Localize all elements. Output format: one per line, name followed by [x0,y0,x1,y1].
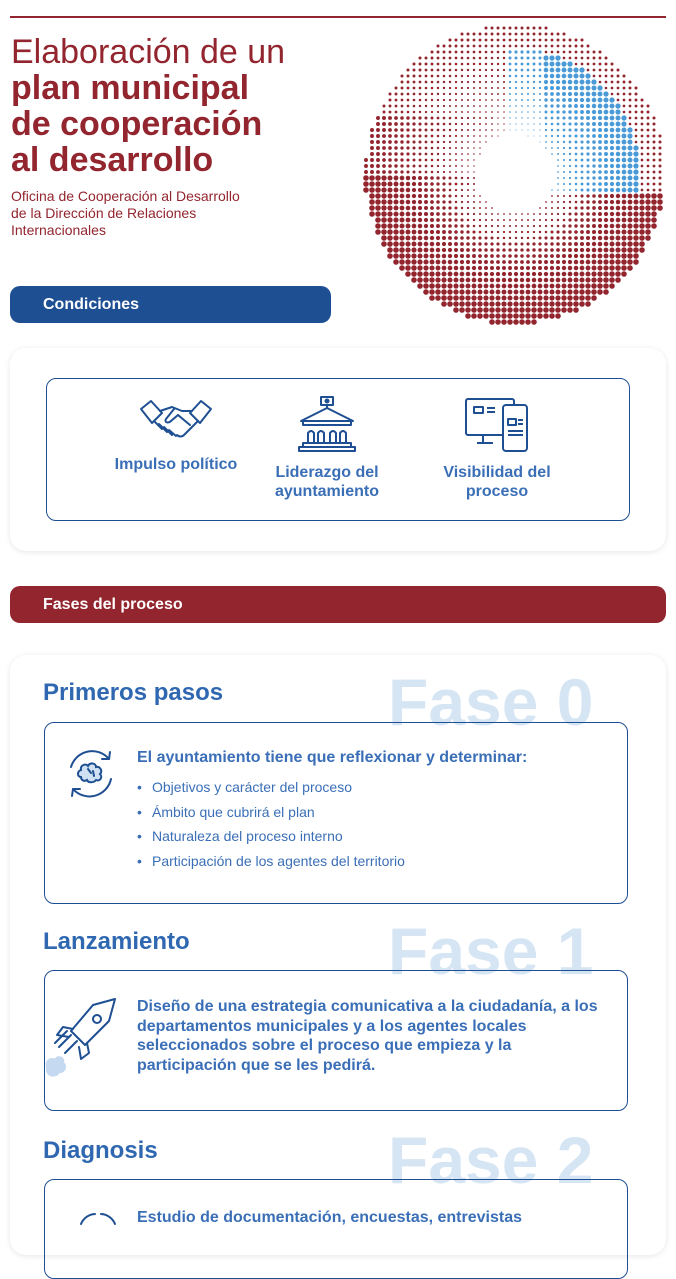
town-hall-icon [296,395,358,455]
list-item: • Ámbito que cubrirá el plan [137,800,405,825]
section-phases-header: Fases del proceso [10,586,666,623]
phase-2-title: Diagnosis [43,1137,158,1164]
page-title-line3: de cooperación [11,105,263,143]
phases-card [10,655,666,1255]
handshake-icon [138,395,214,447]
phase-2-description: Estudio de documentación, encuestas, entrevistas [137,1209,522,1226]
list-item: • Naturaleza del proceso interno [137,824,405,849]
top-rule [10,16,666,18]
rocket-icon [43,995,119,1083]
page-title-line4: al desarrollo [11,141,214,179]
screens-icon [463,395,531,455]
phase-0-ghost-number: Fase 0 [388,665,594,739]
condition-item-liderazgo [252,395,402,501]
conditions-frame [46,378,630,521]
phase-1-ghost-number: Fase 1 [388,914,594,988]
halftone-circle-logo [356,24,674,334]
phase-0-title: Primeros pasos [43,679,224,706]
brain-cycle-icon [63,747,119,801]
phase-1-title: Lanzamiento [43,928,190,955]
phase-0-frame [44,722,628,904]
section-conditions-header: Condiciones [10,286,331,323]
list-item: • Participación de los agentes del territorio [137,849,405,874]
header [11,34,341,239]
condition-label-visibilidad: Visibilidad del proceso [443,464,551,500]
condition-item-impulso [101,395,251,474]
page-subtitle: Oficina de Cooperación al Desarrollo de la Dirección de Relaciones Internacionales [11,188,240,238]
page-title-line1: Elaboración de un [11,33,286,71]
condition-label-impulso: Impulso político [114,456,238,473]
condition-label-liderazgo: Liderazgo del ayuntamiento [274,464,379,500]
conditions-card [10,348,666,551]
condition-item-visibilidad [422,395,572,501]
phase-0-bullet-list [137,775,405,873]
list-item: • Objetivos y carácter del proceso [137,775,405,800]
page-title-line2: plan municipal [11,69,250,107]
phase-1-frame [44,970,628,1111]
phase-2-frame [44,1179,628,1279]
phase-2-ghost-number: Fase 2 [388,1123,594,1197]
phase-1-description: Diseño de una estrategia comunicativa a la ciudadanía, a los departamentos municipales y a los agentes locales seleccionados sobre el proceso que empieza y la participación que se les pedirá. [137,998,598,1074]
refresh-icon [75,1208,119,1228]
phase-0-heading: El ayuntamiento tiene que reflexionar y determinar: [137,749,528,766]
